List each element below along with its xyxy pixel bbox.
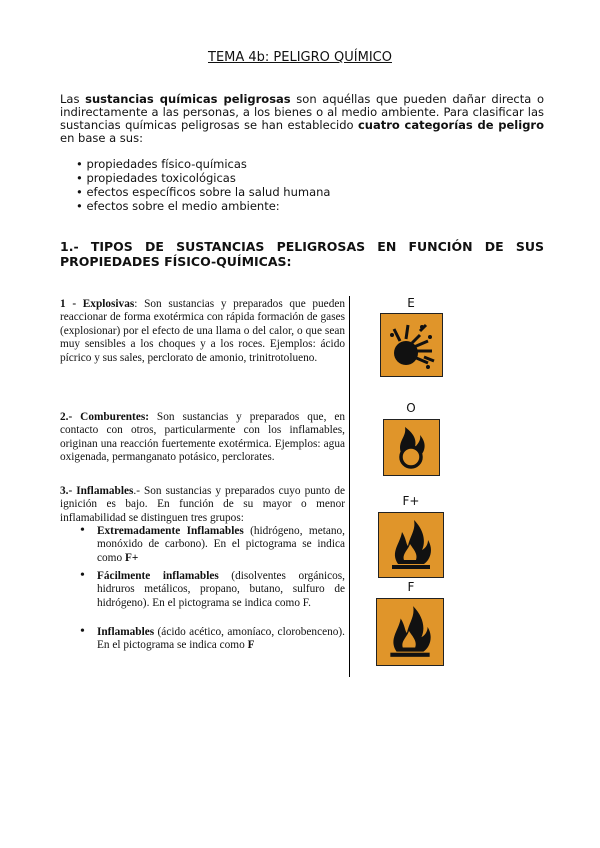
list-item: • Extremadamente Inflamables (hidrógeno, metano, monóxido de carbono). En el pictograma se indica como F+ [97, 525, 345, 565]
explosivas-paragraph: 1 - Explosivas: Son sustancias y preparados que pueden reaccionar de forma exotérmica con rápida formación de gases (explosionar) por el efecto de una llama o del calor, o que sean muy sensibles a los choques y a los roces. Ejemplos: ácido pícrico y sus sales, perclorato de amonio, trinitrotolueno. [60, 298, 346, 364]
flame-over-circle-icon [383, 419, 440, 476]
pictogram-label-o: O [406, 401, 416, 415]
list-item: • Inflamables (ácido acético, amoníaco, clorobenceno). En el pictograma se indica como F [97, 626, 345, 653]
explosion-icon [380, 313, 443, 377]
comburentes-paragraph: 2.- Comburentes: Son sustancias y preparados que, en contacto con otros, particularmente con los inflamables, originan una reacción fuertemente exotérmica. Ejemplos: agua oxigenada, permanganato potásico, perclorates. [60, 411, 345, 464]
flame-icon [378, 512, 444, 578]
pictogram-label-e: E [407, 296, 415, 310]
list-item: • Fácilmente inflamables (disolventes orgánicos, hidruros metálicos, propano, butano, sulfuro de hidrógeno). En el pictograma se indica como F. [97, 570, 345, 610]
pictogram-label-fplus: F+ [402, 494, 420, 508]
flame-icon [376, 598, 444, 666]
property-list [76, 157, 330, 213]
inflamables-paragraph: 3.- Inflamables.- Son sustancias y preparados cuyo punto de ignición es bajo. En función de su mayor o menor inflamabilidad se distinguen tres grupos: [60, 485, 345, 524]
list-item: • propiedades toxicológicas [76, 171, 330, 185]
section-heading: 1.- TIPOS DE SUSTANCIAS PELIGROSAS EN FUNCIÓN DE SUS PROPIEDADES FÍSICO-QUÍMICAS: [60, 239, 544, 269]
page-title: TEMA 4b: PELIGRO QUÍMICO [208, 50, 392, 65]
intro-paragraph: Las sustancias químicas peligrosas son aquéllas que pueden dañar directa o indirectamente a las personas, a los bienes o al medio ambiente. Para clasificar las sustancias químicas peligrosas se han establecido cuatro categorías de peligro en base a sus: [60, 92, 544, 145]
list-item: • propiedades físico-químicas [76, 157, 330, 171]
divider [349, 296, 350, 677]
list-item: • efectos sobre el medio ambiente: [76, 199, 330, 213]
list-item: • efectos específicos sobre la salud humana [76, 185, 330, 199]
pictogram-label-f: F [407, 580, 415, 594]
